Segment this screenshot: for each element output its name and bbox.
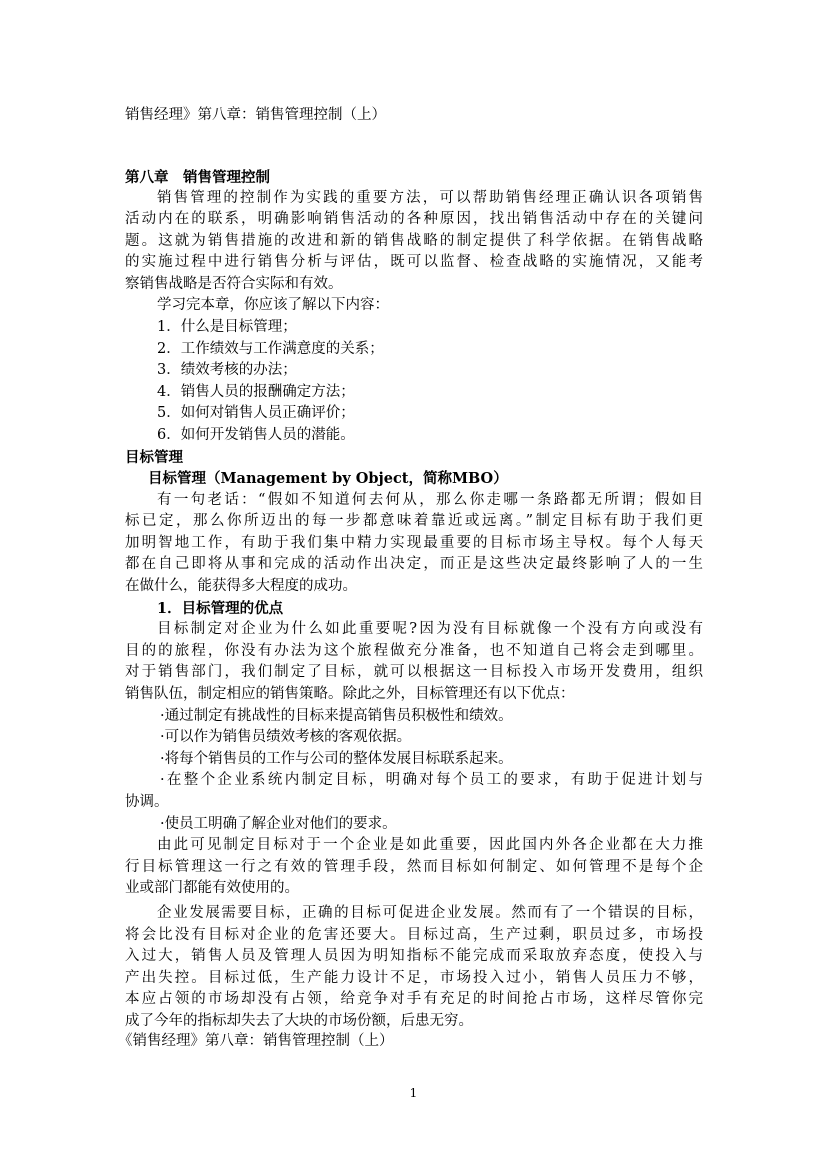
intro-line: 察销售战略是否符合实际和有效。: [125, 276, 343, 292]
section-heading: 目标管理: [125, 449, 183, 466]
development-line: 成了今年的指标却失去了大块的市场份额，后患无穷。: [125, 1013, 473, 1029]
objective-item: 2．工作绩效与工作满意度的关系；: [157, 341, 384, 357]
advantages-line: 目的的旅程，你没有办法为这个旅程做充分准备，也不知道自己将会走到哪里。: [125, 643, 703, 659]
chapter-heading: 第八章 销售管理控制: [125, 169, 270, 186]
advantages-line: 目标制定对企业为什么如此重要呢?因为没有目标就像一个没有方向或没有: [157, 621, 703, 637]
objective-item: 3．绩效考核的办法；: [157, 362, 297, 378]
bullet-item: ·可以作为销售员绩效考核的客观依据。: [160, 729, 412, 745]
intro-line: 销售管理的控制作为实践的重要方法，可以帮助销售经理正确认识各项销售: [157, 190, 703, 206]
development-line: 本应占领的市场却没有占领，给竞争对手有充足的时间抢占市场，这样尽管你完: [125, 991, 703, 1007]
development-line: 企业发展需要目标，正确的目标可促进企业发展。然而有了一个错误的目标，: [157, 905, 703, 921]
footer-title: 《销售经理》第八章：销售管理控制（上）: [118, 1033, 394, 1049]
saying-line: 标已定，那么你所迈出的每一步都意味着靠近或远离。”制定目标有助于我们更: [125, 513, 703, 529]
objective-item: 1．什么是目标管理；: [157, 319, 297, 335]
saying-line: 有一句老话：“假如不知道何去何从，那么你走哪一条路都无所谓；假如目: [157, 492, 703, 508]
intro-line: 活动内在的联系，明确影响销售活动的各种原因，找出销售活动中存在的关键问: [125, 211, 703, 227]
page-number: 1: [409, 1086, 418, 1100]
advantages-heading: 1．目标管理的优点: [157, 600, 284, 617]
header-title: 销售经理》第八章：销售管理控制（上）: [125, 107, 386, 123]
advantages-line: 对于销售部门，我们制定了目标，就可以根据这一目标投入市场开发费用，组织: [125, 664, 703, 680]
saying-line: 加明智地工作，有助于我们集中精力实现最重要的目标市场主导权。每个人每天: [125, 535, 703, 551]
development-line: 将会比没有目标对企业的危害还要大。目标过高，生产过剩，职员过多，市场投: [125, 927, 703, 943]
advantages-line: 销售队伍，制定相应的销售策略。除此之外，目标管理还有以下优点：: [125, 686, 575, 702]
study-intro: 学习完本章，你应该了解以下内容：: [157, 297, 389, 313]
intro-line: 的实施过程中进行销售分析与评估，既可以监督、检查战略的实施情况，又能考: [125, 254, 703, 270]
development-line: 入过大，销售人员及管理人员因为明知指标不能完成而采取放弃态度，使投入与: [125, 948, 703, 964]
intro-line: 题。这就为销售措施的改进和新的销售战略的制定提供了科学依据。在销售战略: [125, 233, 703, 249]
bullet-item: ·在整个企业系统内制定目标，明确对每个员工的要求，有助于促进计划与: [160, 772, 703, 788]
subsection-heading: 目标管理（Management by Object，简称MBO）: [148, 470, 508, 487]
conclusion-line: 由此可见制定目标对于一个企业是如此重要，因此国内外各企业都在大力推: [157, 837, 703, 853]
bullet-item: ·使员工明确了解企业对他们的要求。: [160, 816, 397, 832]
saying-line: 都在自己即将从事和完成的活动作出决定，而正是这些决定最终影响了人的一生: [125, 556, 703, 572]
objective-item: 5．如何对销售人员正确评价；: [157, 405, 355, 421]
conclusion-line: 业或部门都能有效使用的。: [125, 880, 299, 896]
conclusion-line: 行目标管理这一行之有效的管理手段，然而目标如何制定、如何管理不是每个企: [125, 859, 703, 875]
objective-item: 4．销售人员的报酬确定方法；: [157, 384, 355, 400]
saying-line: 在做什么，能获得多大程度的成功。: [125, 578, 357, 594]
bullet-item: ·通过制定有挑战性的目标来提高销售员积极性和绩效。: [160, 708, 513, 724]
bullet-item: ·将每个销售员的工作与公司的整体发展目标联系起来。: [160, 751, 513, 767]
bullet-continuation: 协调。: [125, 794, 169, 810]
objective-item: 6．如何开发销售人员的潜能。: [157, 427, 355, 443]
development-line: 产出失控。目标过低，生产能力设计不足，市场投入过小，销售人员压力不够，: [125, 970, 703, 986]
